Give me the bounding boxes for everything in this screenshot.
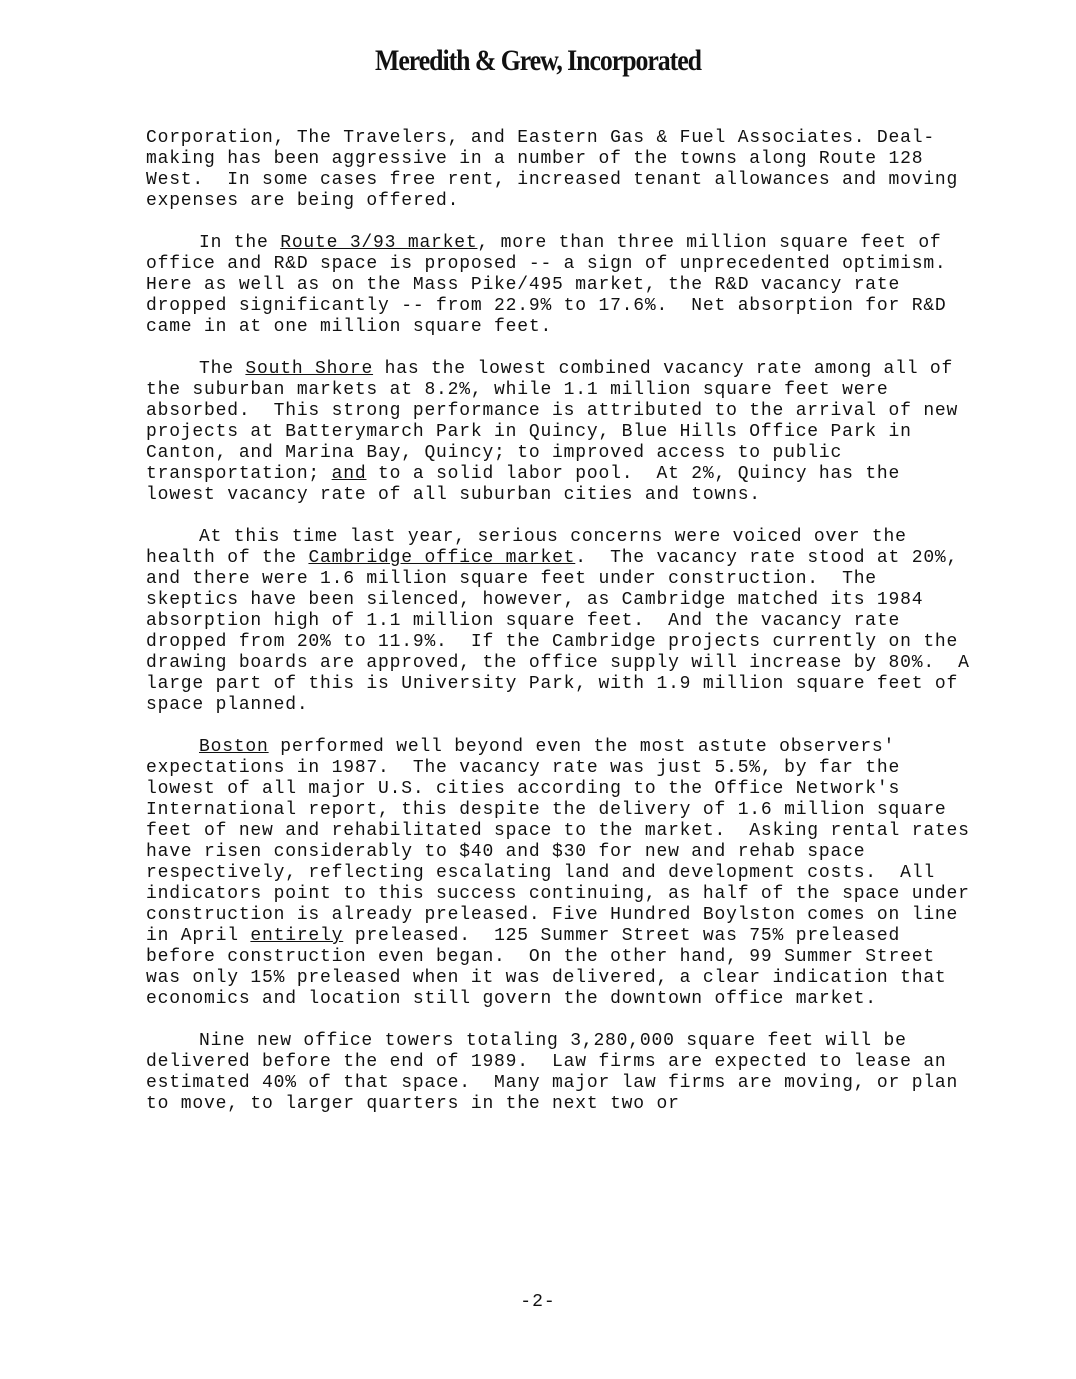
paragraph-text: , more than three million square feet of office and R&D space is proposed -- a sign of unprecedented optimism. Here as well as on the Mass Pike/495 market, the R&D vacancy rate dropped significantly -- from 22.9% to 17.6%. Net absorption for R&D came in at one million square feet. [146, 233, 970, 337]
page-number: -2- [520, 1292, 556, 1312]
paragraph-boston [146, 737, 982, 1010]
paragraph-text: has the lowest combined vacancy rate among all of the suburban markets at 8.2%, while 1.1 million square feet were absorbed. This strong performance is attributed to the arrival of new projects at Batterymarch Park in Quincy, Blue Hills Office Park in Canton, and Marina Bay, Quincy; to improved access to public transportation; [146, 359, 970, 484]
paragraph-suburban-deals [146, 128, 976, 212]
paragraph-text: Corporation, The Travelers, and Eastern Gas & Fuel Associates. Deal-making has been aggressive in a number of the towns along Route 128 West. In some cases free rent, increased tenant allowances and moving expenses are being offered. [146, 128, 970, 211]
underlined-emphasis: entirely [250, 926, 344, 946]
paragraph-text: At this time last year, serious concerns were voiced over the health of the [146, 527, 919, 568]
underlined-market-name: Cambridge office market [308, 548, 576, 568]
underlined-market-name: Route 3/93 market [280, 233, 478, 253]
paragraph-office-towers [146, 1031, 976, 1115]
document-body [146, 128, 982, 1136]
paragraph-text: The [199, 359, 246, 379]
company-letterhead: Meredith & Grew, Incorporated [375, 44, 701, 77]
paragraph-cambridge [146, 527, 982, 716]
underlined-market-name: South Shore [245, 359, 374, 379]
paragraph-text: to a solid labor pool. At 2%, Quincy has the lowest vacancy rate of all suburban cities and towns. [146, 464, 912, 505]
paragraph-south-shore [146, 359, 976, 506]
paragraph-text: . The vacancy rate stood at 20%, and there were 1.6 million square feet under construction. The skeptics have been silenced, however, as Cambridge matched its 1984 absorption high of 1.1 million square feet. And the vacancy rate dropped from 20% to 11.9%. If the Cambridge projects currently on the drawing boards are approved, the office supply will increase by 80%. A large part of this is University Park, with 1.9 million square feet of space planned. [146, 548, 982, 715]
underlined-market-name: Boston [199, 737, 269, 757]
paragraph-text: performed well beyond even the most astute observers' expectations in 1987. The vacancy rate was just 5.5%, by far the lowest of all major U.S. cities according to the Office Network's International report, this despite the delivery of 1.6 million square feet of new and rehabilitated space to the market. Asking rental rates have risen considerably to $40 and $30 for new and rehab space respectively, reflecting escalating land and development costs. All indicators point to this success continuing, as half of the space under construction is already preleased. Five Hundred Boylston comes on line in April [146, 737, 982, 946]
paragraph-text: Nine new office towers totaling 3,280,000 square feet will be delivered before the end of 1989. Law firms are expected to lease an estimated 40% of that space. Many major law firms are moving, or plan to move, to larger quarters in the next two or [146, 1031, 970, 1114]
paragraph-text: In the [199, 233, 281, 253]
paragraph-route-3-93 [146, 233, 976, 338]
paragraph-text: preleased. 125 Summer Street was 75% preleased before construction even began. On the other hand, 99 Summer Street was only 15% preleased when it was delivered, a clear indication that economics and location still govern the downtown office market. [146, 926, 959, 1009]
underlined-emphasis: and [331, 464, 367, 484]
